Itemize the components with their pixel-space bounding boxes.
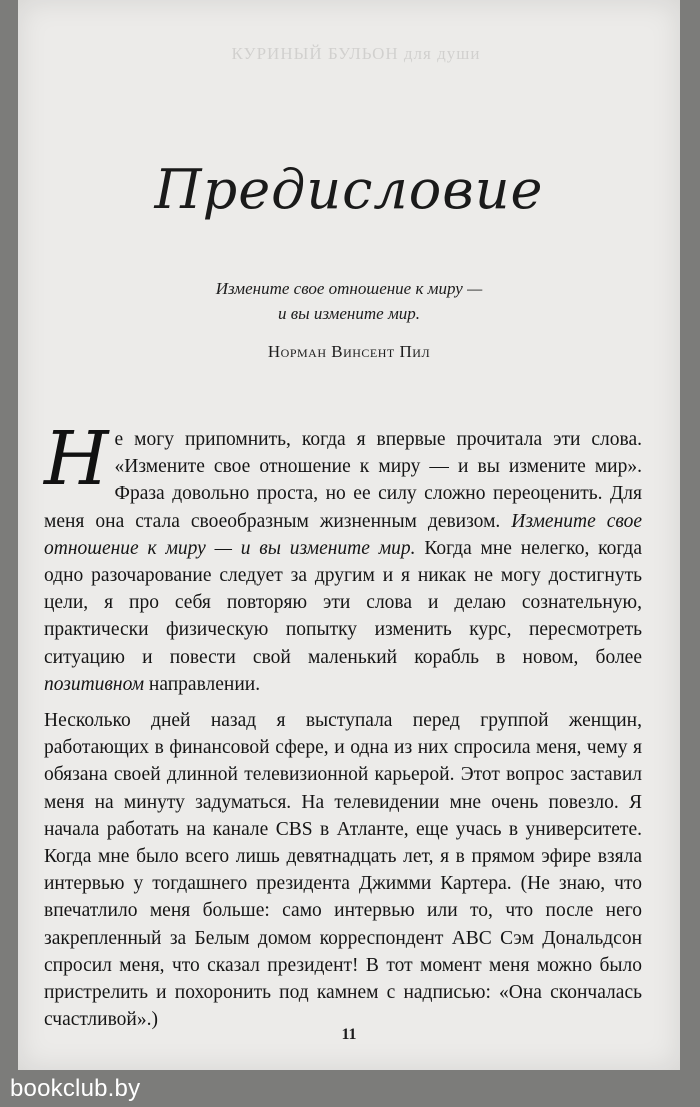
p1-italic-2: позитивном: [44, 673, 145, 695]
p1-text-c: направлении.: [144, 673, 261, 695]
body-text: [44, 416, 643, 1033]
epigraph: [18, 276, 680, 326]
paragraph-2: Несколько дней назад я выступала перед группой женщин, работающих в финансовой сфере, и одна из них спросила меня, чему я обязана своей длинной телевизионной карьерой. Этот вопрос заставил меня на минуту задуматься. На телевидении мне очень повезло. Я начала работать на канале CBS в Атланте, еще учась в университете. Когда мне было всего лишь девятнадцать лет, я в прямом эфире взяла интервью у тогдашнего президента Джимми Картера. (Не знаю, что впечатлило меня больше: само интервью или то, что после него закрепленный за Белым домом корреспондент ABC Сэм Дональдсон спросил меня, что сказал президент! В тот момент меня можно было пристрелить и похоронить под камнем с надписью: «Она скончалась счастливой».): [44, 710, 642, 1031]
p1-text-a: е могу припомнить, когда я впервые прочитала эти слова. «Измените свое отношение к миру — и вы измените мир». Фраза довольно проста, но ее силу сложно переоценить. Для меня она стала своеобразным жизненным девизом.: [44, 429, 642, 532]
epigraph-line-1: Измените свое отношение к миру —: [215, 279, 483, 298]
drop-cap: Н: [44, 416, 109, 502]
page-number: 11: [341, 1026, 357, 1043]
p1-text-b: Когда мне нелегко, когда одно разочарование следует за другим и я никак не могу достигнуть цели, я про себя повторяю эти слова и делаю сознательную, практически физическую попытку изменить курс, пересмотреть ситуацию и повести свой маленький корабль в новом, более: [44, 537, 642, 668]
paragraph-1: [44, 416, 643, 698]
epigraph-line-2: и вы измените мир.: [277, 304, 421, 323]
watermark-text: bookclub.by: [10, 1075, 141, 1102]
p1-italic-1: Измените свое отношение к миру — и вы измените мир.: [44, 510, 643, 559]
ghost-running-header: КУРИНЫЙ БУЛЬОН для души: [231, 44, 481, 63]
epigraph-author: Норман Винсент Пил: [267, 342, 431, 361]
chapter-title: Предисловие: [154, 158, 544, 221]
book-page: [18, 0, 680, 1070]
